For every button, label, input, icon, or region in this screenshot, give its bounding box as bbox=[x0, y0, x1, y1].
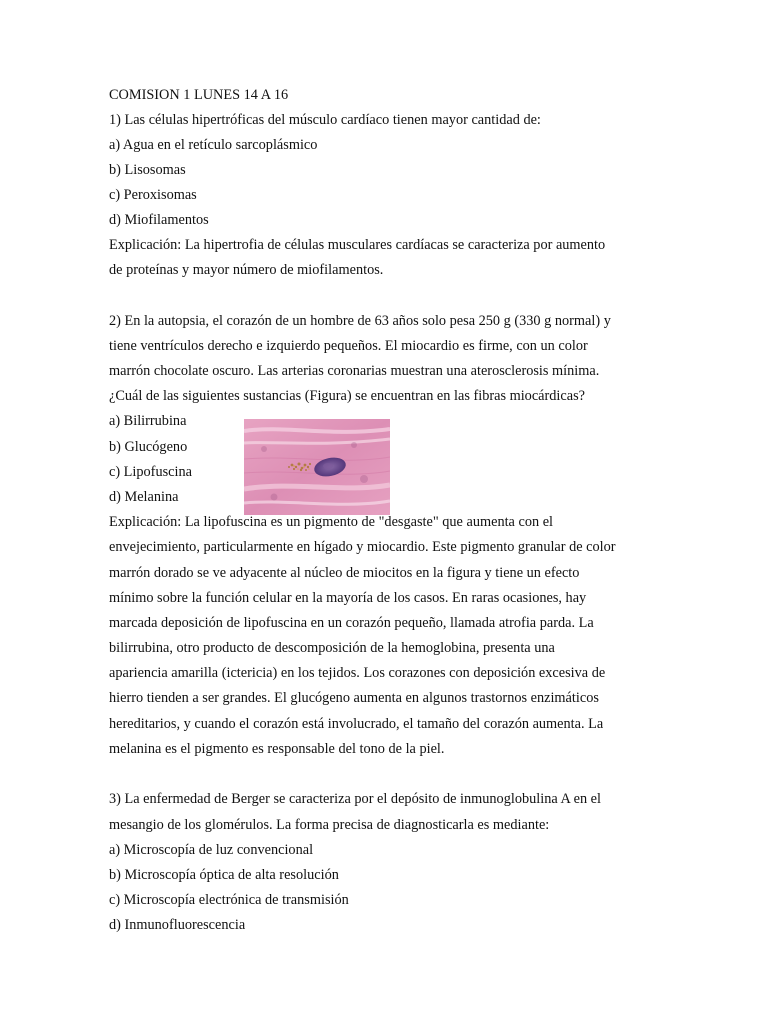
q1-question: 1) Las células hipertróficas del músculo cardíaco tienen mayor cantidad de: bbox=[109, 112, 541, 128]
q2-question-line: marrón chocolate oscuro. Las arterias coronarias muestran una aterosclerosis mínima. bbox=[109, 363, 600, 379]
q2-explanation-line: bilirrubina, otro producto de descomposición de la hemoglobina, presenta una bbox=[109, 640, 555, 656]
q1-explanation-line: de proteínas y mayor número de miofilamentos. bbox=[109, 262, 384, 278]
q2-option-b: b) Glucógeno bbox=[109, 439, 188, 455]
q3-option-c: c) Microscopía electrónica de transmisión bbox=[109, 892, 349, 908]
q3-option-a: a) Microscopía de luz convencional bbox=[109, 842, 314, 858]
q1-option-c: c) Peroxisomas bbox=[109, 187, 197, 203]
q2-explanation-line: melanina es el pigmento es responsable del tono de la piel. bbox=[109, 741, 445, 757]
q2-explanation-line: hereditarios, y cuando el corazón está involucrado, el tamaño del corazón aumenta. La bbox=[109, 716, 604, 732]
q2-question-line: ¿Cuál de las siguientes sustancias (Figura) se encuentran en las fibras miocárdicas? bbox=[109, 388, 585, 404]
q2-explanation-line: apariencia amarilla (ictericia) en los tejidos. Los corazones con deposición excesiva de bbox=[109, 665, 606, 681]
q2-explanation-line: marcada deposición de lipofuscina en un corazón pequeño, llamada atrofia parda. La bbox=[109, 615, 594, 631]
document-header: COMISION 1 LUNES 14 A 16 bbox=[109, 87, 289, 103]
q2-option-d: d) Melanina bbox=[109, 489, 179, 505]
histology-micrograph-icon bbox=[244, 419, 390, 515]
q2-explanation-line: hierro tienden a ser grandes. El glucógeno aumenta en algunos trastornos enzimáticos bbox=[109, 690, 599, 706]
q1-option-b: b) Lisosomas bbox=[109, 162, 186, 178]
q2-explanation-line: mínimo sobre la función celular en la mayoría de los casos. En raras ocasiones, hay bbox=[109, 590, 587, 606]
q2-question-line: 2) En la autopsia, el corazón de un hombre de 63 años solo pesa 250 g (330 g normal) y bbox=[109, 313, 611, 329]
q1-explanation-line: Explicación: La hipertrofia de células musculares cardíacas se caracteriza por aumento bbox=[109, 237, 606, 253]
q2-explanation-line: envejecimiento, particularmente en hígado y miocardio. Este pigmento granular de color bbox=[109, 539, 616, 555]
q2-option-c: c) Lipofuscina bbox=[109, 464, 192, 480]
q2-explanation-line: marrón dorado se ve adyacente al núcleo de miocitos en la figura y tiene un efecto bbox=[109, 565, 580, 581]
q2-option-a: a) Bilirrubina bbox=[109, 413, 187, 429]
q3-option-b: b) Microscopía óptica de alta resolución bbox=[109, 867, 339, 883]
q3-question-line: 3) La enfermedad de Berger se caracteriza por el depósito de inmunoglobulina A en el bbox=[109, 791, 601, 807]
q2-question-line: tiene ventrículos derecho e izquierdo pequeños. El miocardio es firme, con un color bbox=[109, 338, 588, 354]
q1-option-d: d) Miofilamentos bbox=[109, 212, 209, 228]
q2-explanation-line: Explicación: La lipofuscina es un pigmento de "desgaste" que aumenta con el bbox=[109, 514, 554, 530]
q3-option-d: d) Inmunofluorescencia bbox=[109, 917, 246, 933]
q1-option-a: a) Agua en el retículo sarcoplásmico bbox=[109, 137, 318, 153]
q3-question-line: mesangio de los glomérulos. La forma precisa de diagnosticarla es mediante: bbox=[109, 817, 550, 833]
